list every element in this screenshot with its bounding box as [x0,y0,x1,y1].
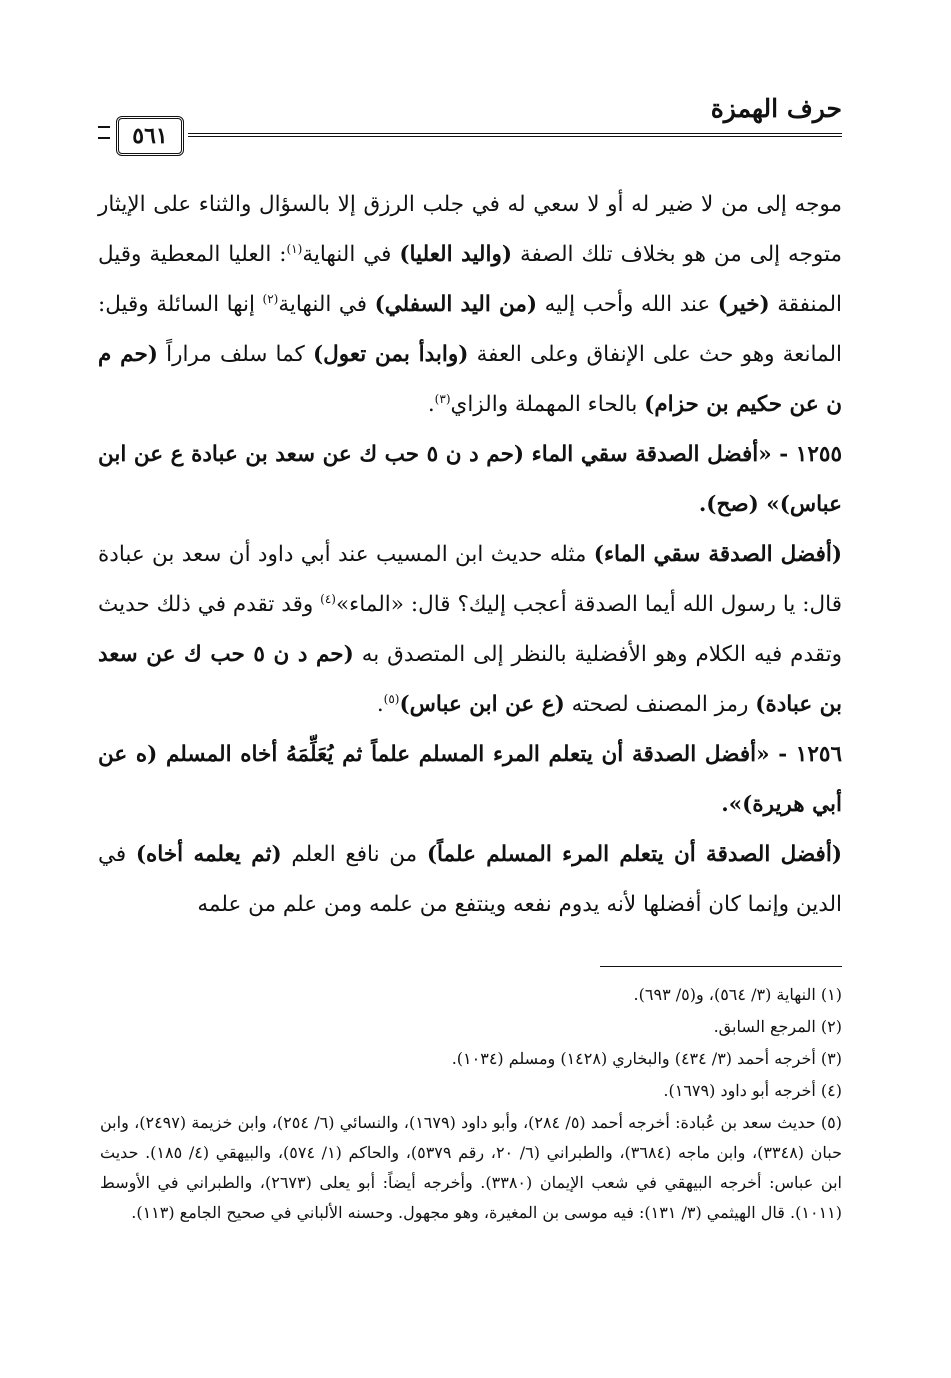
bold-text: (أفضل الصدقة سقي الماء) [593,542,842,567]
footnote-ref: (٥) [383,691,400,706]
text-segment: رمز المصنف لصحته [564,692,756,717]
bold-text: (ثم يعلمه أخاه) [135,842,282,867]
footnotes [100,980,842,1230]
text-segment: بالحاء المهملة والزاي [450,392,645,417]
text-segment: من نافع العلم [281,842,427,867]
text-segment: إنها السائلة وقيل: المانعة وهو حث على الإنفاق وعلى العفة [98,292,843,367]
paragraph [98,530,842,730]
paragraph [98,830,842,930]
bold-text: ١٢٥٥ - «أفضل الصدقة سقي الماء (حم د ن ٥ حب ك عن سعد بن عبادة ع عن ابن عباس)» (صح). [98,442,842,517]
bold-text: (واليد العليا) [399,242,513,267]
text-segment: وقد تقدم في ذلك حديث وتقدم فيه الكلام وهو الأفضلية بالنظر إلى المتصدق به [98,592,843,667]
page-number: ٥٦١ [116,116,184,156]
header-ornament [98,126,110,139]
main-text [98,180,842,930]
text-segment: عند الله وأحب إليه [537,292,718,317]
footnote: (١) النهاية (٣/ ٥٦٤)، و(٥/ ٦٩٣). [633,985,842,1004]
bold-text: (من اليد السفلي) [374,292,538,317]
bold-text: (أفضل الصدقة أن يتعلم المرء المسلم علماً) [426,842,842,867]
bold-text: (وابدأ بمن تعول) [312,342,469,367]
paragraph [98,180,842,430]
text-segment: في النهاية [278,292,375,317]
footnote: (٤) أخرجه أبو داود (١٦٧٩). [663,1081,842,1100]
header-rule [188,133,842,137]
bold-text: (خير) [717,292,770,317]
bold-text: (حم د ن ٥ حب ك عن سعد بن عبادة) [98,642,842,717]
text-segment: موجه إلى من لا ضير له أو لا سعي له في جلب الرزق إلا بالسؤال والثناء على الإيثار متوجه إلى من هو بخلاف تلك الصفة [98,192,842,267]
paragraph [98,430,842,530]
footnote-ref: (٤) [320,591,336,606]
bold-text: (حم م ن عن حكيم بن حزام) [98,342,842,417]
text-segment: في النهاية [302,242,400,267]
text-segment: . [427,392,435,417]
text-segment: . [376,692,384,717]
footnote-ref: (١) [286,241,303,256]
footnote: (٢) المرجع السابق. [713,1017,842,1036]
text-segment: في الدين وإنما كان أفضلها لأنه يدوم نفعه وينتفع من علمه ومن علم من علمه [98,842,842,917]
footnote: (٥) حديث سعد بن عُبادة: أخرجه أحمد (٥/ ٢٨٤)، وأبو داود (١٦٧٩)، والنسائي (٦/ ٢٥٤)، وابن خزيمة (٢٤٩٧)، وابن حبان (٣٣٤٨)، وابن ماجه (٣٦٨٤)، والطبراني (٦/ ٢٠، رقم ٥٣٧٩)، والحاكم (١/ ٥٧٤)، والبيهقي (٤/ ١٨٥). حديث ابن عباس: أخرجه البيهقي في شعب الإيمان (٣٣٨٠). وأخرجه أيضاً: أبو يعلى (٢٦٧٣)، والطبراني في الأوسط (١٠١١). قال الهيثمي (٣/ ١٣١): فيه موسى بن المغيرة، وهو مجهول. وحسنه الألباني في صحيح الجامع (١١٣). [100,1113,843,1222]
footnote-separator [600,966,842,967]
text-segment: كما سلف مراراً [157,342,313,367]
footnote-ref: (٣) [434,391,451,406]
text-segment: مثله حديث ابن المسيب عند أبي داود أن سعد بن عبادة قال: يا رسول الله أيما الصدقة أعجب إليك؟ قال: «الماء» [98,542,842,617]
bold-text: (ع عن ابن عباس) [399,692,565,717]
footnote-ref: (٢) [262,291,279,306]
paragraph [98,730,842,830]
text-segment: : العليا المعطية وقيل المنفقة [98,242,842,317]
chapter-title: حرف الهمزة [710,94,842,123]
bold-text: ١٢٥٦ - «أفضل الصدقة أن يتعلم المرء المسلم علماً ثم يُعَلِّمَهُ أخاه المسلم (ه عن أبي هريرة)». [98,742,842,817]
footnote: (٣) أخرجه أحمد (٣/ ٤٣٤) والبخاري (١٤٢٨) ومسلم (١٠٣٤). [451,1049,842,1068]
page-header [98,88,842,158]
